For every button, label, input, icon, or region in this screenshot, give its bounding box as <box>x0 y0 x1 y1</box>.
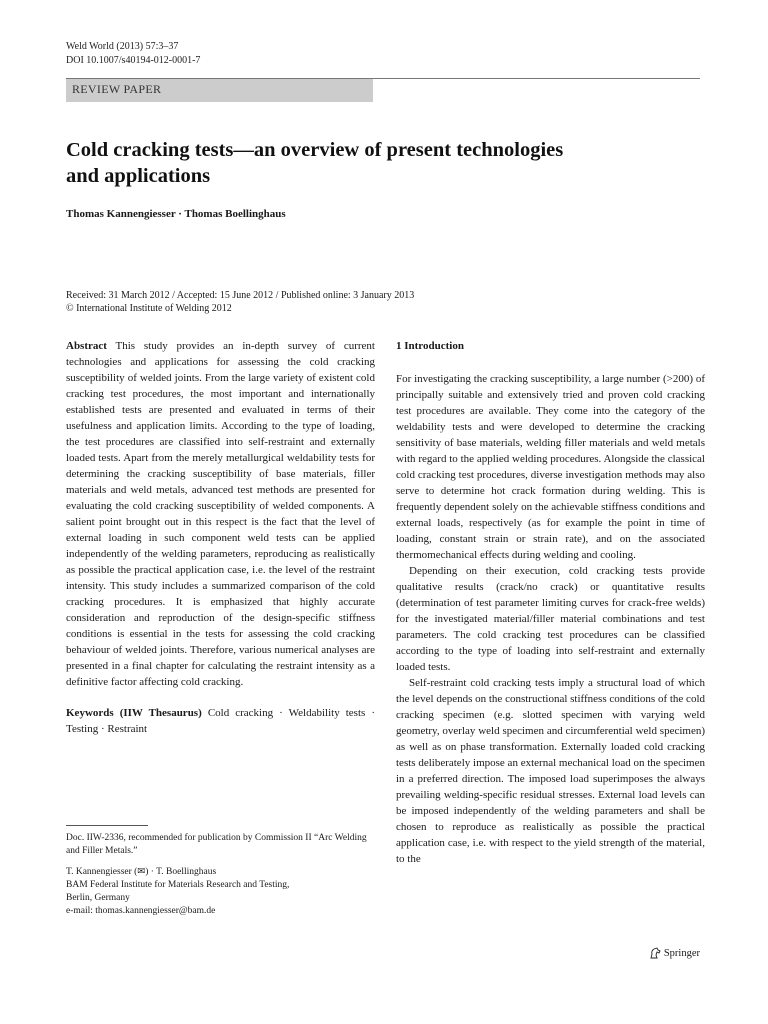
intro-paragraph-1: For investigating the cracking susceptibility, a large number (>200) of principally suitable and extensively tried and proven cold cracking test procedures are available. They come into the category of the weldability tests and were developed to determine the cracking sensitivity of base materials, welding filler materials and weld metals with regard to the applied welding procedures. Alongside the classical cold cracking test procedures, diverse investigation methods may also serve to determine hot crack formation during welding. This is frequently dependent solely on the achievable stiffness conditions and external loads, respectively (as for example the point in time of loading, constant strain or strain rate), and on the associated thermomechanical effects during welding and cooling. <box>396 373 705 561</box>
section-badge: REVIEW PAPER <box>66 79 373 102</box>
copyright: © International Institute of Welding 2012 <box>66 303 232 314</box>
affil-institute: BAM Federal Institute for Materials Research and Testing, <box>66 880 290 890</box>
affil-city: Berlin, Germany <box>66 893 130 903</box>
intro-paragraph-2: Depending on their execution, cold cracking tests provide qualitative results (crack/no crack) or quantitative results (determination of test parameter limiting curves for crack-free welds) for the investigated material/filler material combinations and test parameters. The cold cracking test procedures can be classified according to the type of loading into self-restraint and externally loaded tests. <box>396 565 705 673</box>
author-list: Thomas Kannengiesser · Thomas Boellinghaus <box>66 208 286 220</box>
affil-names: T. Kannengiesser (✉) · T. Boellinghaus <box>66 867 217 877</box>
publisher-logo <box>649 947 700 959</box>
journal-meta <box>66 40 200 68</box>
paper-title <box>66 137 686 189</box>
abstract-text: This study provides an in-depth survey of current technologies and applications for assessing the cold cracking susceptibility of welded joints. From the large variety of existent cold cracking test procedures, the most important and internationally established tests are presented and evaluated in terms of their usefulness and application limits. According to the type of loading, the test procedures are classified into self-restraint and externally loaded tests. Apart from the merely metallurgical weldability tests for determining the cracking susceptibility of base materials, filler materials and weld metals, advanced test methods are presented for evaluating the cold cracking susceptibility of welded components. A salient point brought out in this respect is the fact that the level of external loading in such component weld tests can be applied independently of the welding parameters, reproducing as realistically as possible the practical application case, i.e. the level of the restraint intensity. This study includes a summarized comparison of the cold cracking procedures. It is emphasized that highly accurate consideration and reproduction of the design-specific stiffness conditions is essential in the tests for assessing the cold cracking behaviour of welded joints. Therefore, various numerical analyses are presented in a final chapter for calculating the restraint intensity as a definitive factor affecting cold cracking. <box>66 340 375 688</box>
doc-footnote: Doc. IIW-2336, recommended for publication by Commission II “Arc Welding and Filler Metals.” <box>66 833 367 856</box>
history-dates: Received: 31 March 2012 / Accepted: 15 June 2012 / Published online: 3 January 2013 <box>66 290 415 301</box>
publication-dates <box>66 289 414 315</box>
abstract-label: Abstract <box>66 340 107 352</box>
affil-email: e-mail: thomas.kannengiesser@bam.de <box>66 906 216 916</box>
keywords <box>66 705 375 737</box>
affiliation-footnote <box>66 866 375 918</box>
keywords-text: Cold cracking · Weldability tests · Testing · Restraint <box>66 707 376 735</box>
keywords-label: Keywords (IIW Thesaurus) <box>66 707 202 719</box>
footnote-rule <box>66 825 148 826</box>
journal-citation: Weld World (2013) 57:3–37 <box>66 41 179 52</box>
right-column <box>396 338 705 867</box>
intro-paragraph-3: Self-restraint cold cracking tests imply a structural load of which the level depends on the constructional stiffness conditions of the cold cracking specimen (e.g. slotted specimen with varying weld geometry, overlay weld specimen and circumferential weld specimen) as well as on phase transformation. Externally loaded cold cracking tests deliberately impose an external mechanical load on the specimen in a preferred direction. The imposed load superimposes the always prevailing welding-specific residual stresses. External load levels can be imposed independently of the welding parameters and shall be chosen to reproduce as realistically as possible the practical application case, i.e. with respect to the yield strength of the material, to the <box>396 677 705 865</box>
abstract <box>66 338 375 690</box>
doi: DOI 10.1007/s40194-012-0001-7 <box>66 55 201 66</box>
publisher-name: Springer <box>663 947 700 959</box>
title-line-1: Cold cracking tests—an overview of present technologies <box>66 139 564 161</box>
left-column <box>66 338 375 737</box>
title-line-2: and applications <box>66 165 211 187</box>
intro-heading: 1 Introduction <box>396 340 464 352</box>
springer-horse-icon <box>649 947 661 959</box>
